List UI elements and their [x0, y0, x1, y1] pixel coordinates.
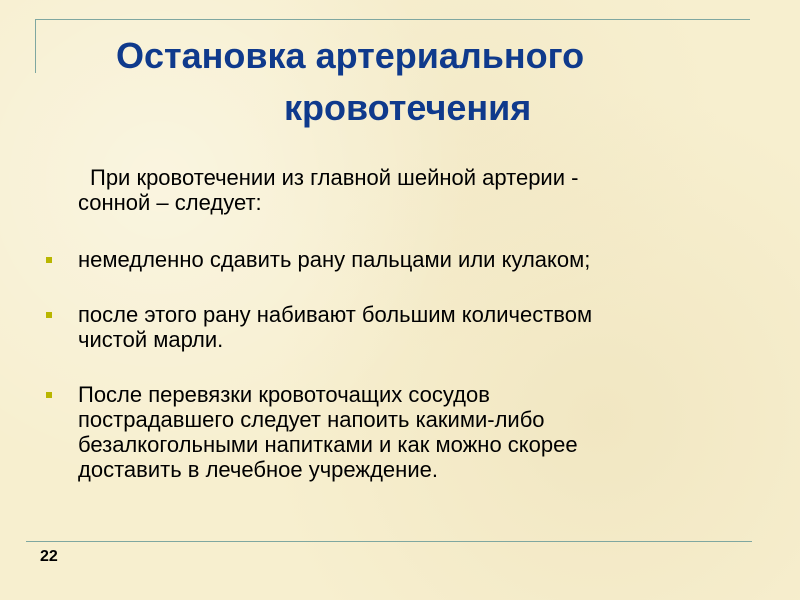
slide-body	[46, 165, 726, 512]
bottom-rule	[26, 541, 752, 542]
bullet-1-line-1: немедленно сдавить рану пальцами или кулаком;	[78, 247, 591, 272]
bullet-2-line-2: чистой марли.	[78, 327, 224, 352]
bullet-item-3	[46, 382, 726, 482]
bullet-3-line-2: пострадавшего следует напоить какими-либо	[78, 407, 545, 432]
page-number: 22	[40, 548, 58, 565]
bullet-item-2	[46, 302, 726, 352]
intro-paragraph	[46, 165, 726, 215]
slide-title	[80, 30, 740, 134]
top-rule	[35, 19, 750, 20]
left-rule	[35, 19, 36, 73]
bullet-3-line-3: безалкогольными напитками и как можно скорее	[78, 432, 578, 457]
bullet-3-line-1: После перевязки кровоточащих сосудов	[78, 382, 490, 407]
bullet-square-icon	[46, 257, 52, 263]
bullet-2-line-1: после этого рану набивают большим количеством	[78, 302, 593, 327]
slide-title-line-2: кровотечения	[284, 87, 532, 128]
bullet-square-icon	[46, 392, 52, 398]
bullet-item-1	[46, 247, 726, 272]
bullet-square-icon	[46, 312, 52, 318]
bullet-3-line-4: доставить в лечебное учреждение.	[78, 457, 438, 482]
intro-line-1: При кровотечении из главной шейной артерии -	[90, 165, 579, 190]
intro-line-2: сонной – следует:	[78, 190, 262, 215]
slide-title-line-1: Остановка артериального	[116, 35, 585, 76]
